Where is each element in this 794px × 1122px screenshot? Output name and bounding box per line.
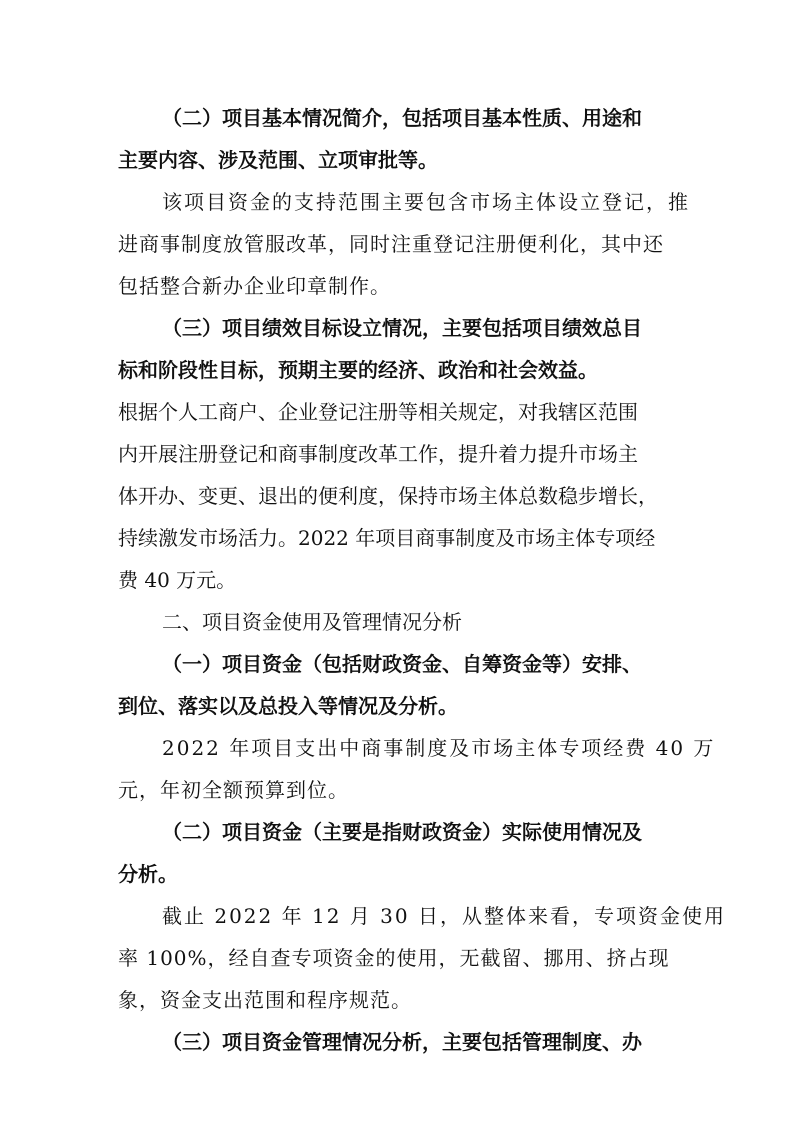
section-2-heading-line-1: （二）项目基本情况简介，包括项目基本性质、用途和 [162, 106, 642, 130]
subsection-1-body-line-2: 元，年初全额预算到位。 [118, 778, 349, 802]
subsection-1-heading-line-2: 到位、落实以及总投入等情况及分析。 [118, 694, 458, 718]
subsection-2-body-line-2: 率 100%，经自查专项资金的使用，无截留、挪用、挤占现 [118, 946, 670, 970]
section-2-body-line-1: 该项目资金的支持范围主要包含市场主体设立登记，推 [162, 190, 690, 214]
subsection-1-heading-line-1: （一）项目资金（包括财政资金、自筹资金等）安排、 [162, 652, 642, 676]
section-3-body-line-2: 内开展注册登记和商事制度改革工作，提升着力提升市场主 [118, 442, 638, 466]
section-2-heading-line-2: 主要内容、涉及范围、立项审批等。 [118, 148, 438, 172]
subsection-2-body-line-3: 象，资金支出范围和程序规范。 [118, 988, 412, 1012]
subsection-1-body-line-1: 2022 年项目支出中商事制度及市场主体专项经费 40 万 [162, 736, 716, 760]
subsection-2-body-line-1: 截止 2022 年 12 月 30 日，从整体来看，专项资金使用 [162, 904, 726, 928]
section-2-body-line-2: 进商事制度放管服改革，同时注重登记注册便利化，其中还 [118, 232, 664, 256]
part-2-heading: 二、项目资金使用及管理情况分析 [162, 610, 462, 634]
section-3-heading-line-1: （三）项目绩效目标设立情况，主要包括项目绩效总目 [162, 316, 642, 340]
subsection-3-heading-line-1: （三）项目资金管理情况分析，主要包括管理制度、办 [162, 1030, 642, 1054]
section-3-body-line-3: 体开办、变更、退出的便利度，保持市场主体总数稳步增长， [118, 484, 658, 508]
section-2-body-line-3: 包括整合新办企业印章制作。 [118, 274, 391, 298]
section-3-body-line-1: 根据个人工商户、企业登记注册等相关规定，对我辖区范围 [118, 400, 638, 424]
subsection-2-heading-line-2: 分析。 [118, 862, 178, 886]
section-3-body-line-4: 持续激发市场活力。2022 年项目商事制度及市场主体专项经 [118, 526, 656, 550]
subsection-2-heading-line-1: （二）项目资金（主要是指财政资金）实际使用情况及 [162, 820, 642, 844]
section-3-heading-line-2: 标和阶段性目标，预期主要的经济、政治和社会效益。 [118, 358, 598, 382]
section-3-body-line-5: 费 40 万元。 [118, 568, 237, 592]
